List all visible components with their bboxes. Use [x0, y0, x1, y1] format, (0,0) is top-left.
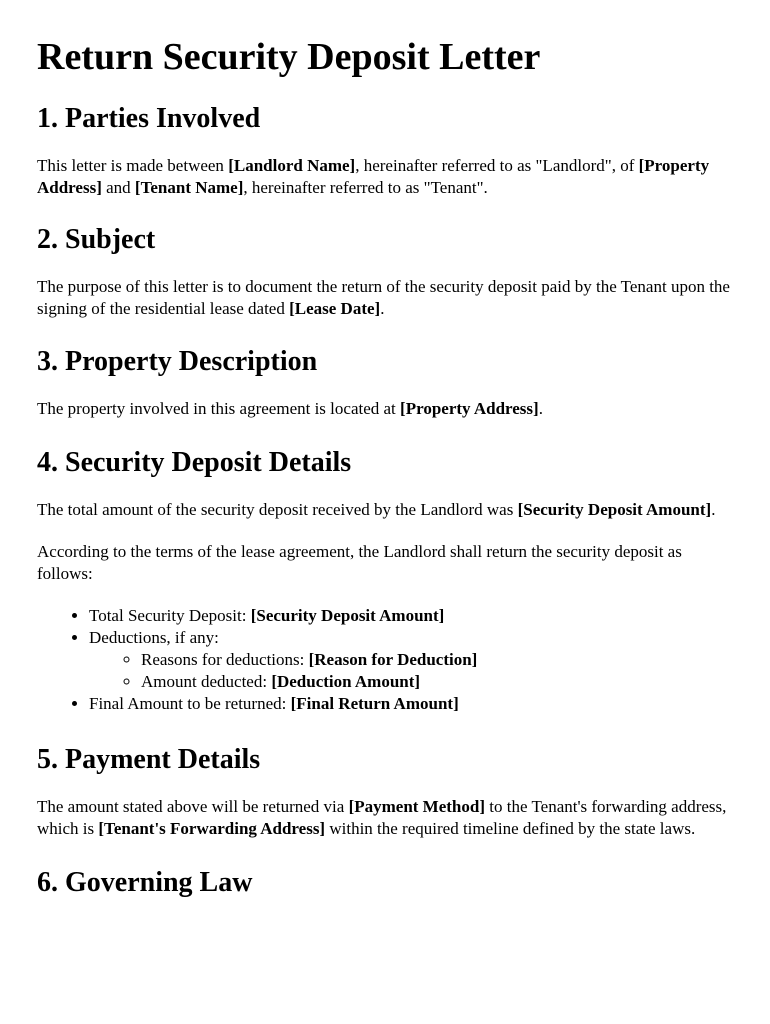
list-item-label: Final Amount to be returned:: [89, 694, 291, 713]
section-heading-governing-law: 6. Governing Law: [37, 867, 253, 898]
parties-paragraph: [37, 155, 737, 199]
sublist-item-label: Amount deducted:: [141, 672, 272, 691]
property-address-placeholder: [Property Address]: [37, 156, 710, 197]
property-address-placeholder: [Property Address]: [400, 399, 539, 418]
list-item-value: [Final Return Amount]: [290, 694, 459, 713]
payment-text-3: within the required timeline defined by the state laws.: [325, 819, 696, 838]
letter-body: [37, 36, 737, 899]
deposit-paragraph-2: According to the terms of the lease agreement, the Landlord shall return the security deposit as follows:: [37, 542, 682, 583]
payment-method-placeholder: [Payment Method]: [348, 797, 486, 816]
subject-text-1: The purpose of this letter is to document the return of the security deposit paid by the Tenant upon the signing of the residential lease dated: [37, 277, 730, 318]
sublist-item: [141, 671, 737, 693]
payment-text-2: to the Tenant's forwarding address, which is: [37, 797, 727, 838]
list-item: [89, 693, 737, 715]
deposit-list: [37, 605, 737, 715]
deposit-amount-placeholder: [Security Deposit Amount]: [517, 500, 712, 519]
subject-paragraph: [37, 276, 737, 320]
lease-date-placeholder: [Lease Date]: [289, 299, 381, 318]
deposit-text-2: .: [711, 500, 716, 519]
property-paragraph: [37, 398, 737, 420]
subject-text-2: .: [380, 299, 385, 318]
deductions-sublist: [89, 649, 737, 693]
sublist-item-value: [Deduction Amount]: [271, 672, 421, 691]
payment-text-1: The amount stated above will be returned via: [37, 797, 349, 816]
list-item: [89, 627, 737, 693]
sublist-item-label: Reasons for deductions:: [141, 650, 309, 669]
section-heading-property: 3. Property Description: [37, 346, 318, 377]
page-title: Return Security Deposit Letter: [37, 36, 541, 78]
list-item: [89, 605, 737, 627]
parties-text-3: and: [101, 178, 135, 197]
section-heading-parties: 1. Parties Involved: [37, 103, 261, 134]
deposit-text-1: The total amount of the security deposit received by the Landlord was: [37, 500, 518, 519]
section-heading-deposit: 4. Security Deposit Details: [37, 447, 352, 478]
section-heading-payment: 5. Payment Details: [37, 744, 261, 775]
deposit-paragraph-1: [37, 499, 737, 521]
parties-text-1: This letter is made between: [37, 156, 229, 175]
property-text-1: The property involved in this agreement is located at: [37, 399, 401, 418]
list-item-label: Total Security Deposit:: [89, 606, 251, 625]
landlord-name-placeholder: [Landlord Name]: [228, 156, 356, 175]
property-text-2: .: [538, 399, 543, 418]
parties-text-4: , hereinafter referred to as "Tenant".: [243, 178, 488, 197]
sublist-item: [141, 649, 737, 671]
parties-text-2: , hereinafter referred to as "Landlord", of: [355, 156, 639, 175]
sublist-item-value: [Reason for Deduction]: [308, 650, 478, 669]
list-item-value: [Security Deposit Amount]: [250, 606, 445, 625]
forwarding-address-placeholder: [Tenant's Forwarding Address]: [98, 819, 326, 838]
list-item-label: Deductions, if any:: [89, 628, 219, 647]
section-heading-subject: 2. Subject: [37, 224, 156, 255]
payment-paragraph: [37, 796, 737, 840]
tenant-name-placeholder: [Tenant Name]: [134, 178, 244, 197]
